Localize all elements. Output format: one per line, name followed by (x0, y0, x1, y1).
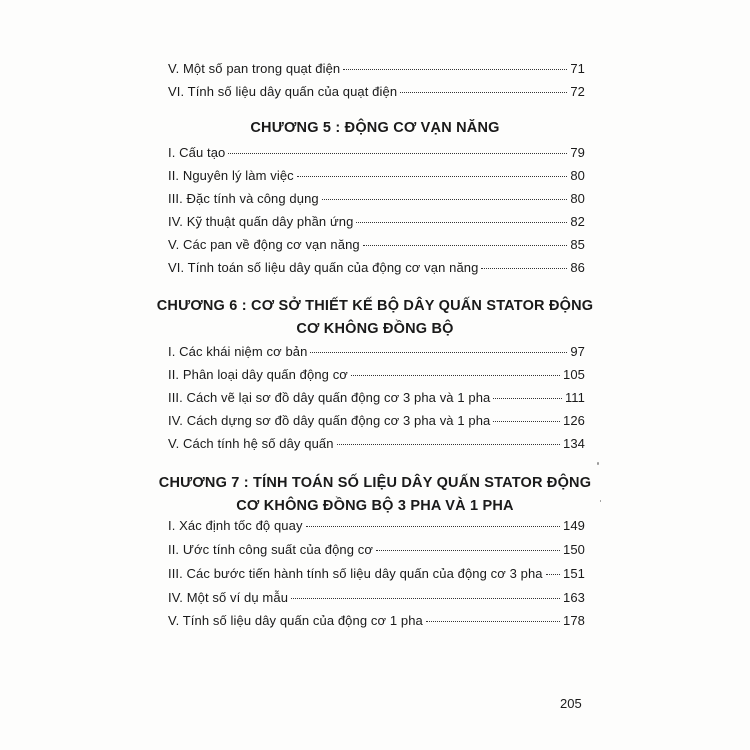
toc-entry-label: I. Cấu tạo (168, 145, 226, 160)
toc-entry-page: 126 (563, 413, 585, 428)
toc-entry-label: V. Cách tính hệ số dây quấn (168, 436, 334, 451)
dot-leader (546, 574, 560, 575)
toc-entry-label: II. Nguyên lý làm việc (168, 168, 294, 183)
toc-entry (168, 214, 585, 236)
toc-entry-page: 178 (563, 613, 585, 628)
toc-entry-page: 111 (564, 390, 585, 405)
toc-entry (168, 390, 585, 412)
toc-entry-label: III. Đặc tính và công dụng (168, 191, 319, 206)
dot-leader (400, 92, 567, 93)
scan-speck (597, 462, 599, 465)
dot-leader (363, 245, 568, 246)
toc-entry (168, 260, 585, 282)
toc-entry-page: 97 (570, 344, 585, 359)
dot-leader (376, 550, 560, 551)
toc-entry-label: VI. Tính số liệu dây quấn của quạt điện (168, 84, 398, 99)
toc-entry-page: 85 (570, 237, 585, 252)
toc-entry (168, 145, 585, 167)
toc-entry-label: III. Cách vẽ lại sơ đồ dây quấn động cơ 3 pha và 1 pha (168, 390, 491, 405)
toc-entry (168, 518, 585, 540)
chapter-heading-line: CHƯƠNG 7 : TÍNH TOÁN SỐ LIỆU DÂY QUẤN STATOR ĐỘNG (158, 475, 592, 491)
toc-entry-label: I. Xác định tốc độ quay (168, 518, 303, 533)
toc-entry (168, 168, 585, 190)
dot-leader (228, 153, 567, 154)
dot-leader (291, 598, 560, 599)
toc-entry (168, 237, 585, 259)
dot-leader (306, 526, 560, 527)
toc-entry-page: 149 (563, 518, 585, 533)
toc-entry-label: IV. Cách dựng sơ đồ dây quấn động cơ 3 pha và 1 pha (168, 413, 491, 428)
toc-entry-label: I. Các khái niệm cơ bản (168, 344, 308, 359)
scan-speck (600, 500, 601, 502)
toc-entry-label: V. Tính số liệu dây quấn của động cơ 1 pha (168, 613, 423, 628)
toc-entry-page: 86 (570, 260, 585, 275)
toc-entry-page: 71 (570, 61, 585, 76)
dot-leader (356, 222, 567, 223)
chapter-heading (150, 472, 600, 518)
chapter-heading (150, 117, 600, 140)
dot-leader (322, 199, 568, 200)
dot-leader (351, 375, 560, 376)
chapter-heading (150, 295, 600, 341)
toc-entry (168, 84, 585, 106)
chapter-heading-line: CHƯƠNG 5 : ĐỘNG CƠ VẠN NĂNG (250, 120, 500, 136)
toc-entry-label: V. Một số pan trong quạt điện (168, 61, 341, 76)
toc-entry-page: 79 (570, 145, 585, 160)
dot-leader (310, 352, 567, 353)
toc-entry (168, 344, 585, 366)
dot-leader (297, 176, 568, 177)
dot-leader (493, 398, 562, 399)
toc-entry-page: 150 (563, 542, 585, 557)
toc-entry (168, 61, 585, 83)
page-number: 205 (560, 696, 582, 711)
toc-entry-page: 82 (570, 214, 585, 229)
toc-entry (168, 590, 585, 612)
chapter-heading-line: CƠ KHÔNG ĐỒNG BỘ (296, 321, 454, 337)
toc-entry-page: 105 (563, 367, 585, 382)
toc-entry-label: V. Các pan về động cơ vạn năng (168, 237, 360, 252)
dot-leader (337, 444, 560, 445)
toc-entry-page: 163 (563, 590, 585, 605)
toc-entry-label: III. Các bước tiến hành tính số liệu dây quấn của động cơ 3 pha (168, 566, 543, 581)
dot-leader (493, 421, 560, 422)
toc-entry (168, 191, 585, 213)
toc-entry (168, 542, 585, 564)
dot-leader (481, 268, 567, 269)
dot-leader (343, 69, 567, 70)
toc-entry-page: 134 (563, 436, 585, 451)
toc-entry (168, 367, 585, 389)
chapter-heading-line: CƠ KHÔNG ĐỒNG BỘ 3 PHA VÀ 1 PHA (236, 498, 514, 514)
dot-leader (426, 621, 560, 622)
toc-entry-page: 72 (570, 84, 585, 99)
chapter-heading-line: CHƯƠNG 6 : CƠ SỞ THIẾT KẾ BỘ DÂY QUẤN STATOR ĐỘNG (156, 298, 594, 314)
toc-entry-page: 80 (570, 168, 585, 183)
toc-entry-label: II. Phân loại dây quấn động cơ (168, 367, 348, 382)
toc-entry-page: 80 (570, 191, 585, 206)
toc-entry-label: IV. Một số ví dụ mẫu (168, 590, 289, 605)
toc-entry (168, 566, 585, 588)
toc-entry-label: VI. Tính toán số liệu dây quấn của động cơ vạn năng (168, 260, 479, 275)
toc-entry (168, 413, 585, 435)
toc-entry-page: 151 (563, 566, 585, 581)
toc-entry-label: II. Ước tính công suất của động cơ (168, 542, 373, 557)
toc-entry-label: IV. Kỹ thuật quấn dây phần ứng (168, 214, 354, 229)
toc-entry (168, 613, 585, 635)
toc-entry (168, 436, 585, 458)
